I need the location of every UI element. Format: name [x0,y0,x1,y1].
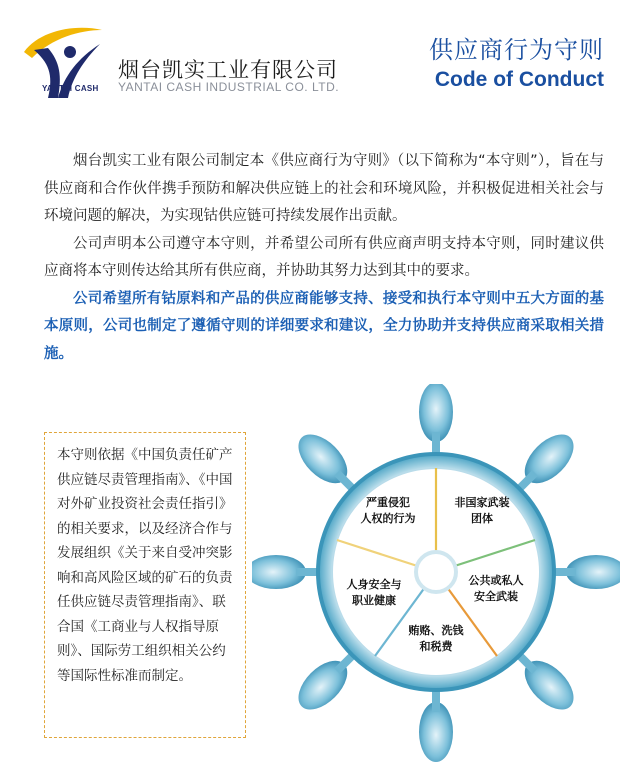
reference-note-text: 本守则依据《中国负责任矿产供应链尽责管理指南》、《中国对外矿业投资社会责任指引》的相关要求，以及经济合作与发展组织《关于来自受冲突影响和高风险区域的矿石的负责任供应链尽责管理指南》、联合国《工商业与人权指导原则》、国际劳工组织相关公约等国际性标准而制定。 [57,447,233,684]
segment-5-line-1: 人身安全与 [346,578,402,591]
company-name-en: YANTAI CASH INDUSTRIAL CO. LTD. [118,80,340,94]
segment-3-line-2: 安全武装 [474,590,518,603]
page-title-cn: 供应商行为守则 [429,36,604,64]
page-header [0,0,640,120]
company-logo-icon [18,22,108,110]
page-title-en: Code of Conduct [434,68,604,91]
segment-3-line-1: 公共或私人 [468,574,524,587]
segment-1-line-1: 严重侵犯 [366,496,410,509]
intro-paragraph-1: 烟台凯实工业有限公司制定本《供应商行为守则》（以下简称为“本守则”），旨在与供应商和合作伙伴携手预防和解决供应链上的社会和环境风险，并积极促进相关社会与环境问题的解决，为实现钴供应链可持续发展作出贡献。 [44,153,604,224]
reference-note-box [44,432,246,738]
ship-wheel-diagram [252,384,620,762]
segment-2-line-1: 非国家武装 [454,496,510,509]
segment-4-line-2: 和税费 [419,640,453,653]
company-name-cn: 烟台凯实工业有限公司 [118,58,338,82]
intro-section [44,148,604,368]
segment-4-line-1: 贿赂、洗钱 [408,624,464,637]
segment-1-line-2: 人权的行为 [360,512,416,525]
segment-5-line-2: 职业健康 [352,594,396,607]
intro-paragraph-highlight: 公司希望所有钴原料和产品的供应商能够支持、接受和执行本守则中五大方面的基本原则，公司也制定了遵循守则的详细要求和建议，全力协助并支持供应商采取相关措施。 [44,290,604,362]
wheel-hub [416,552,456,592]
segment-2-line-2: 团体 [471,512,493,525]
intro-paragraph-2: 公司声明本公司遵守本守则，并希望公司所有供应商声明支持本守则，同时建议供应商将本守则传达给其所有供应商，并协助其努力达到其中的要求。 [44,235,604,279]
logo-text: YANTAI CASH [42,84,99,93]
